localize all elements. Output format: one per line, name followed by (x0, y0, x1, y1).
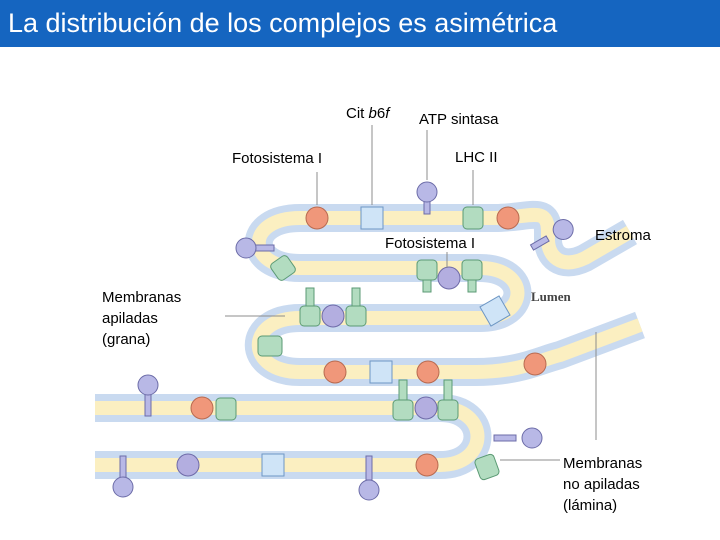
slide-title: La distribución de los complejos es asimétrica (0, 0, 720, 47)
label-photosystem-mid: Fotosistema I (385, 235, 476, 252)
label-lumen: Lumen (531, 289, 571, 304)
photosystem-ii-complex (416, 454, 438, 476)
label-lhc-ii: LHC II (455, 149, 498, 166)
label-unstacked-line-3: (lámina) (563, 497, 618, 514)
photosystem-ii-complex (306, 207, 328, 229)
thylakoid-membranes (95, 215, 640, 465)
label-stroma: Estroma (595, 227, 651, 244)
photosystem-i-complex (177, 454, 199, 476)
label-atp-synthase: ATP sintasa (419, 111, 499, 128)
lhc-ii-complex (258, 336, 282, 356)
photosystem-ii-complex (524, 353, 546, 375)
photosystem-ii-complex (497, 207, 519, 229)
lhc-ii-complex (463, 207, 483, 229)
photosystem-ii-complex (324, 361, 346, 383)
photosystem-i-complex (322, 305, 344, 327)
label-photosystem-top: Fotosistema I (232, 150, 323, 167)
lhc-ii-pair (300, 288, 320, 326)
label-stacked-line-1: Membranas (102, 289, 182, 306)
lhc-ii-pair (346, 288, 366, 326)
photosystem-i-complex (438, 267, 460, 289)
lhc-ii-pair (462, 260, 482, 292)
label-unstacked-line-2: no apiladas (563, 476, 640, 493)
cytochrome-b6f-complex (262, 454, 284, 476)
cytochrome-b6f-complex (370, 361, 392, 383)
photosystem-ii-complex (417, 361, 439, 383)
lhc-ii-complex (216, 398, 236, 420)
photosystem-ii-complex (191, 397, 213, 419)
photosystem-i-complex (415, 397, 437, 419)
label-unstacked-line-1: Membranas (563, 455, 643, 472)
label-stacked-line-3: (grana) (102, 331, 151, 348)
lhc-ii-pair (417, 260, 437, 292)
label-cyt-b6f: Cit b6f (346, 105, 390, 122)
label-stacked-line-2: apiladas (102, 310, 158, 327)
cytochrome-b6f-complex (361, 207, 383, 229)
atp-synthase-complex (494, 428, 542, 448)
